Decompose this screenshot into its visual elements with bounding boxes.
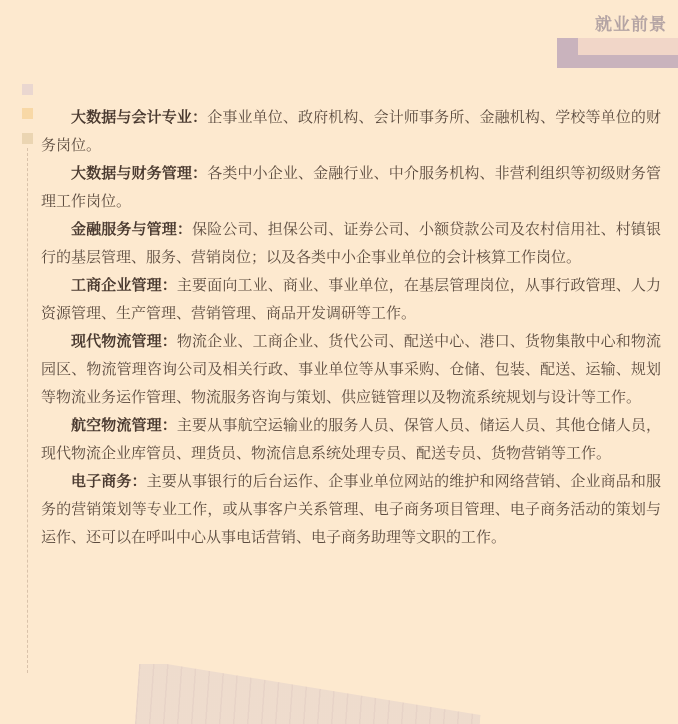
entry-term: 电子商务： (71, 472, 147, 490)
decor-bottom-stripes (135, 664, 484, 724)
entry-accounting (41, 103, 661, 159)
decor-square-2 (22, 108, 33, 119)
entry-text: 主要面向工业、商业、事业单位，在基层管理岗位，从事行政管理、人力资源管理、生产管理、营销管理、商品开发调研等工作。 (41, 276, 661, 322)
entry-text: 主要从事航空运输业的服务人员、保管人员、储运人员、其他仓储人员，现代物流企业库管员、理货员、物流信息系统处理专员、配送专员、货物营销等工作。 (41, 416, 661, 462)
entry-business-management (41, 271, 661, 327)
entry-term: 航空物流管理： (71, 416, 177, 434)
entry-logistics (41, 327, 661, 411)
header-bar-front (578, 38, 678, 55)
entry-finance-management (41, 159, 661, 215)
entry-term: 大数据与会计专业： (71, 108, 208, 126)
entry-aviation-logistics (41, 411, 661, 467)
entry-text: 主要从事银行的后台运作、企事业单位网站的维护和网络营销、企业商品和服务的营销策划等专业工作，或从事客户关系管理、电子商务项目管理、电子商务活动的策划与运作、还可以在呼叫中心从事电话营销、电子商务助理等文职的工作。 (41, 472, 661, 546)
entry-text: 保险公司、担保公司、证券公司、小额贷款公司及农村信用社、村镇银行的基层管理、服务、营销岗位；以及各类中小企事业单位的会计核算工作岗位。 (41, 220, 661, 266)
decor-square-1 (22, 84, 33, 95)
decor-dashed-line (27, 148, 28, 673)
entry-term: 现代物流管理： (71, 332, 177, 350)
entry-text: 物流企业、工商企业、货代公司、配送中心、港口、货物集散中心和物流园区、物流管理咨询公司及相关行政、事业单位等从事采购、仓储、包装、配送、运输、规划等物流业务运作管理、物流服务咨询与策划、供应链管理以及物流系统规划与设计等工作。 (41, 332, 661, 406)
entry-term: 金融服务与管理： (71, 220, 193, 238)
career-prospects-body (41, 103, 661, 551)
entry-financial-services (41, 215, 661, 271)
page-title: 就业前景 (595, 15, 667, 35)
entry-term: 工商企业管理： (71, 276, 177, 294)
entry-term: 大数据与财务管理： (71, 164, 208, 182)
entry-text: 各类中小企业、金融行业、中介服务机构、非营利组织等初级财务管理工作岗位。 (41, 164, 661, 210)
decor-square-3 (22, 133, 33, 144)
entry-ecommerce (41, 467, 661, 551)
entry-text: 企事业单位、政府机构、会计师事务所、金融机构、学校等单位的财务岗位。 (41, 108, 661, 154)
